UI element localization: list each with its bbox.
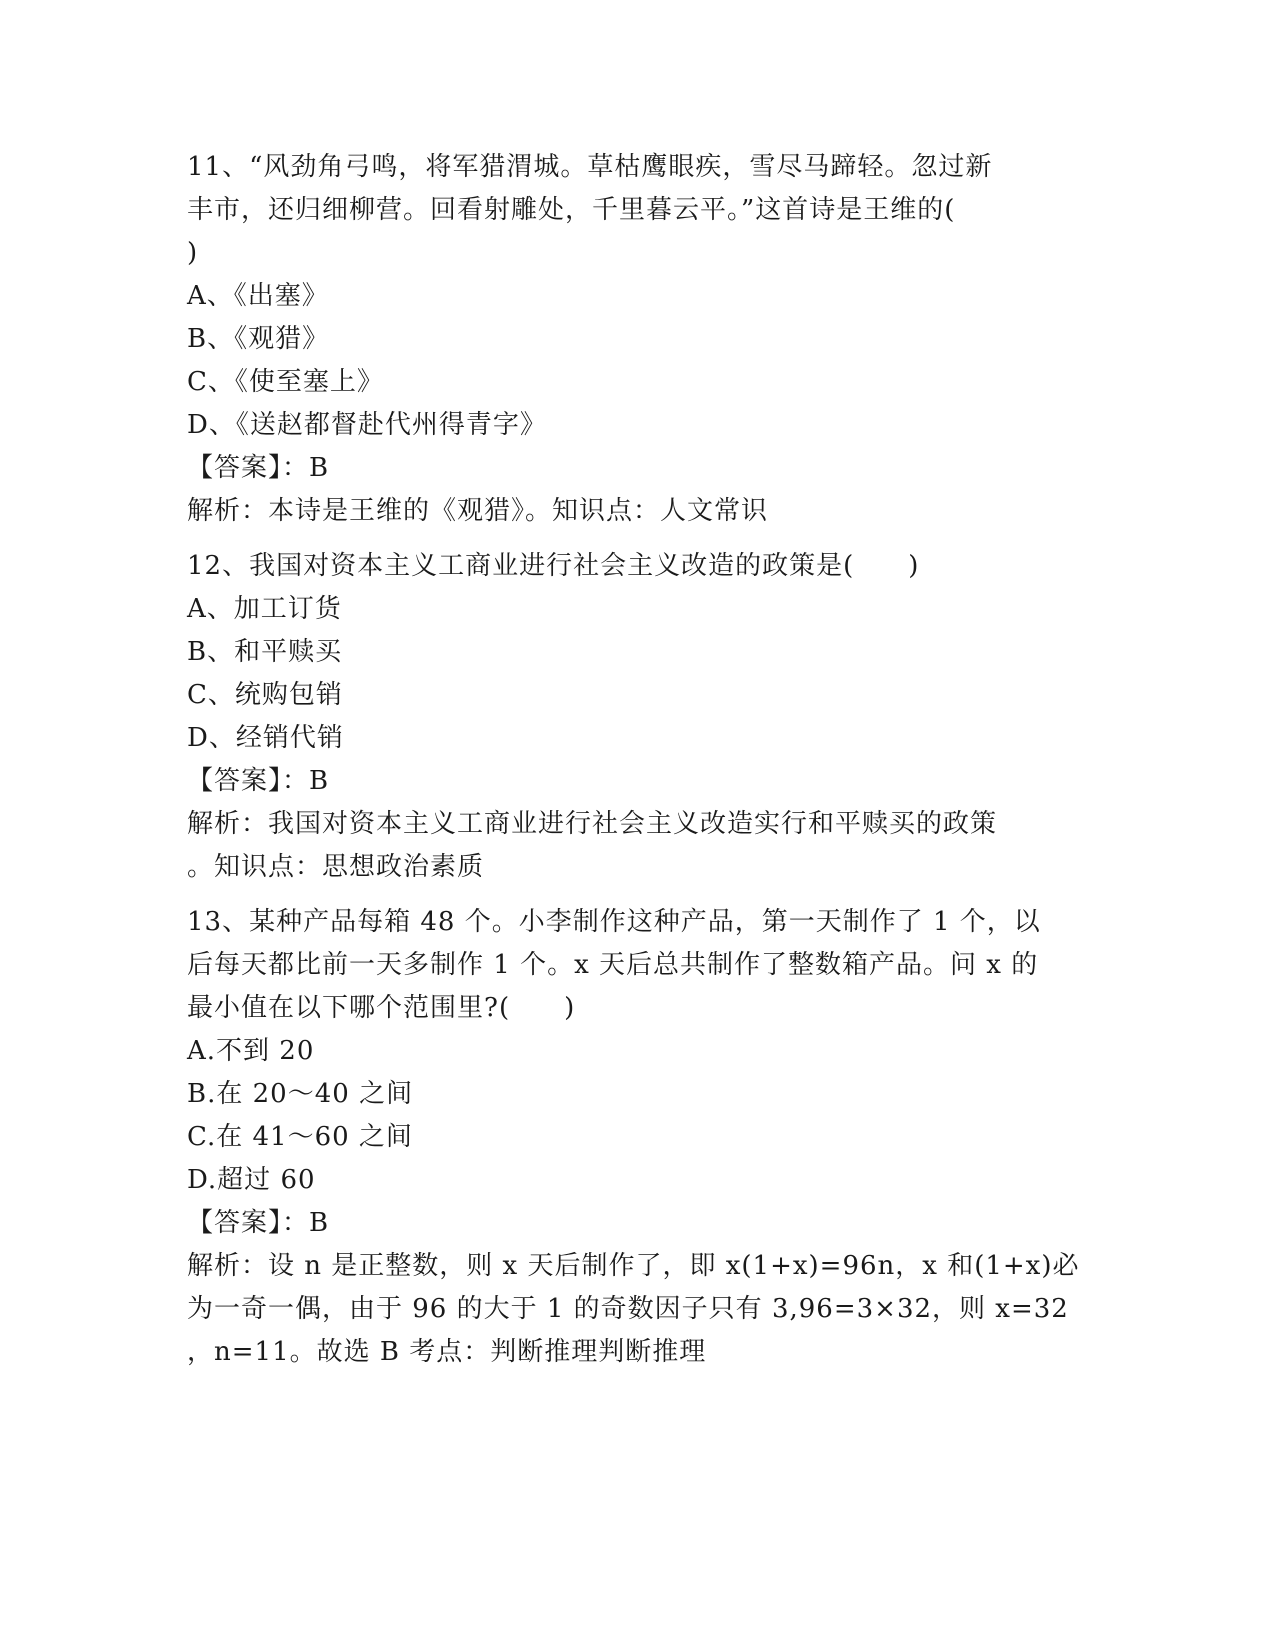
option-c: C.在 41～60 之间 — [187, 1122, 413, 1152]
answer-line: 【答案】：B — [187, 453, 330, 483]
question-stem-line: 11、“风劲角弓鸣，将军猎渭城。草枯鹰眼疾，雪尽马蹄轻。忽过新 — [187, 152, 993, 182]
analysis-line: 为一奇一偶，由于 96 的大于 1 的奇数因子只有 3,96=3×32，则 x=32 — [187, 1294, 1069, 1324]
option-d: D、《送赵都督赴代州得青字》 — [187, 410, 547, 440]
question-stem-line: 最小值在以下哪个范围里?( ) — [187, 993, 576, 1023]
option-d: D.超过 60 — [187, 1165, 316, 1195]
analysis-line: 解析：我国对资本主义工商业进行社会主义改造实行和平赎买的政策 — [187, 809, 998, 839]
question-stem-line: 后每天都比前一天多制作 1 个。x 天后总共制作了整数箱产品。问 x 的 — [187, 950, 1039, 980]
answer-line: 【答案】：B — [187, 766, 330, 796]
analysis-line: 解析：本诗是王维的《观猎》。知识点：人文常识 — [187, 496, 769, 526]
analysis-line: 。知识点：思想政治素质 — [187, 852, 485, 882]
question-spacer — [187, 889, 1087, 901]
option-b: B、和平赎买 — [187, 637, 343, 667]
option-a: A、加工订货 — [187, 594, 342, 624]
answer-line: 【答案】：B — [187, 1208, 330, 1238]
question-spacer — [187, 533, 1087, 545]
question-stem-line: 12、我国对资本主义工商业进行社会主义改造的政策是( ) — [187, 551, 920, 581]
question-stem-line: 13、某种产品每箱 48 个。小李制作这种产品，第一天制作了 1 个，以 — [187, 907, 1041, 937]
option-a: A、《出塞》 — [187, 281, 329, 311]
analysis-line: ，n=11。故选 B 考点：判断推理判断推理 — [187, 1337, 707, 1367]
question-13 — [187, 901, 1087, 1374]
option-b: B、《观猎》 — [187, 324, 330, 354]
question-stem-line: ) — [187, 238, 199, 268]
question-12 — [187, 545, 1087, 889]
option-b: B.在 20～40 之间 — [187, 1079, 414, 1109]
document-page — [187, 146, 1087, 1374]
option-c: C、统购包销 — [187, 680, 343, 710]
option-d: D、经销代销 — [187, 723, 344, 753]
analysis-line: 解析：设 n 是正整数，则 x 天后制作了，即 x(1+x)=96n，x 和(1+x)必 — [187, 1251, 1080, 1281]
option-a: A.不到 20 — [187, 1036, 315, 1066]
option-c: C、《使至塞上》 — [187, 367, 384, 397]
question-stem-line: 丰市，还归细柳营。回看射雕处，千里暮云平。”这首诗是王维的( — [187, 195, 956, 225]
question-11 — [187, 146, 1087, 533]
